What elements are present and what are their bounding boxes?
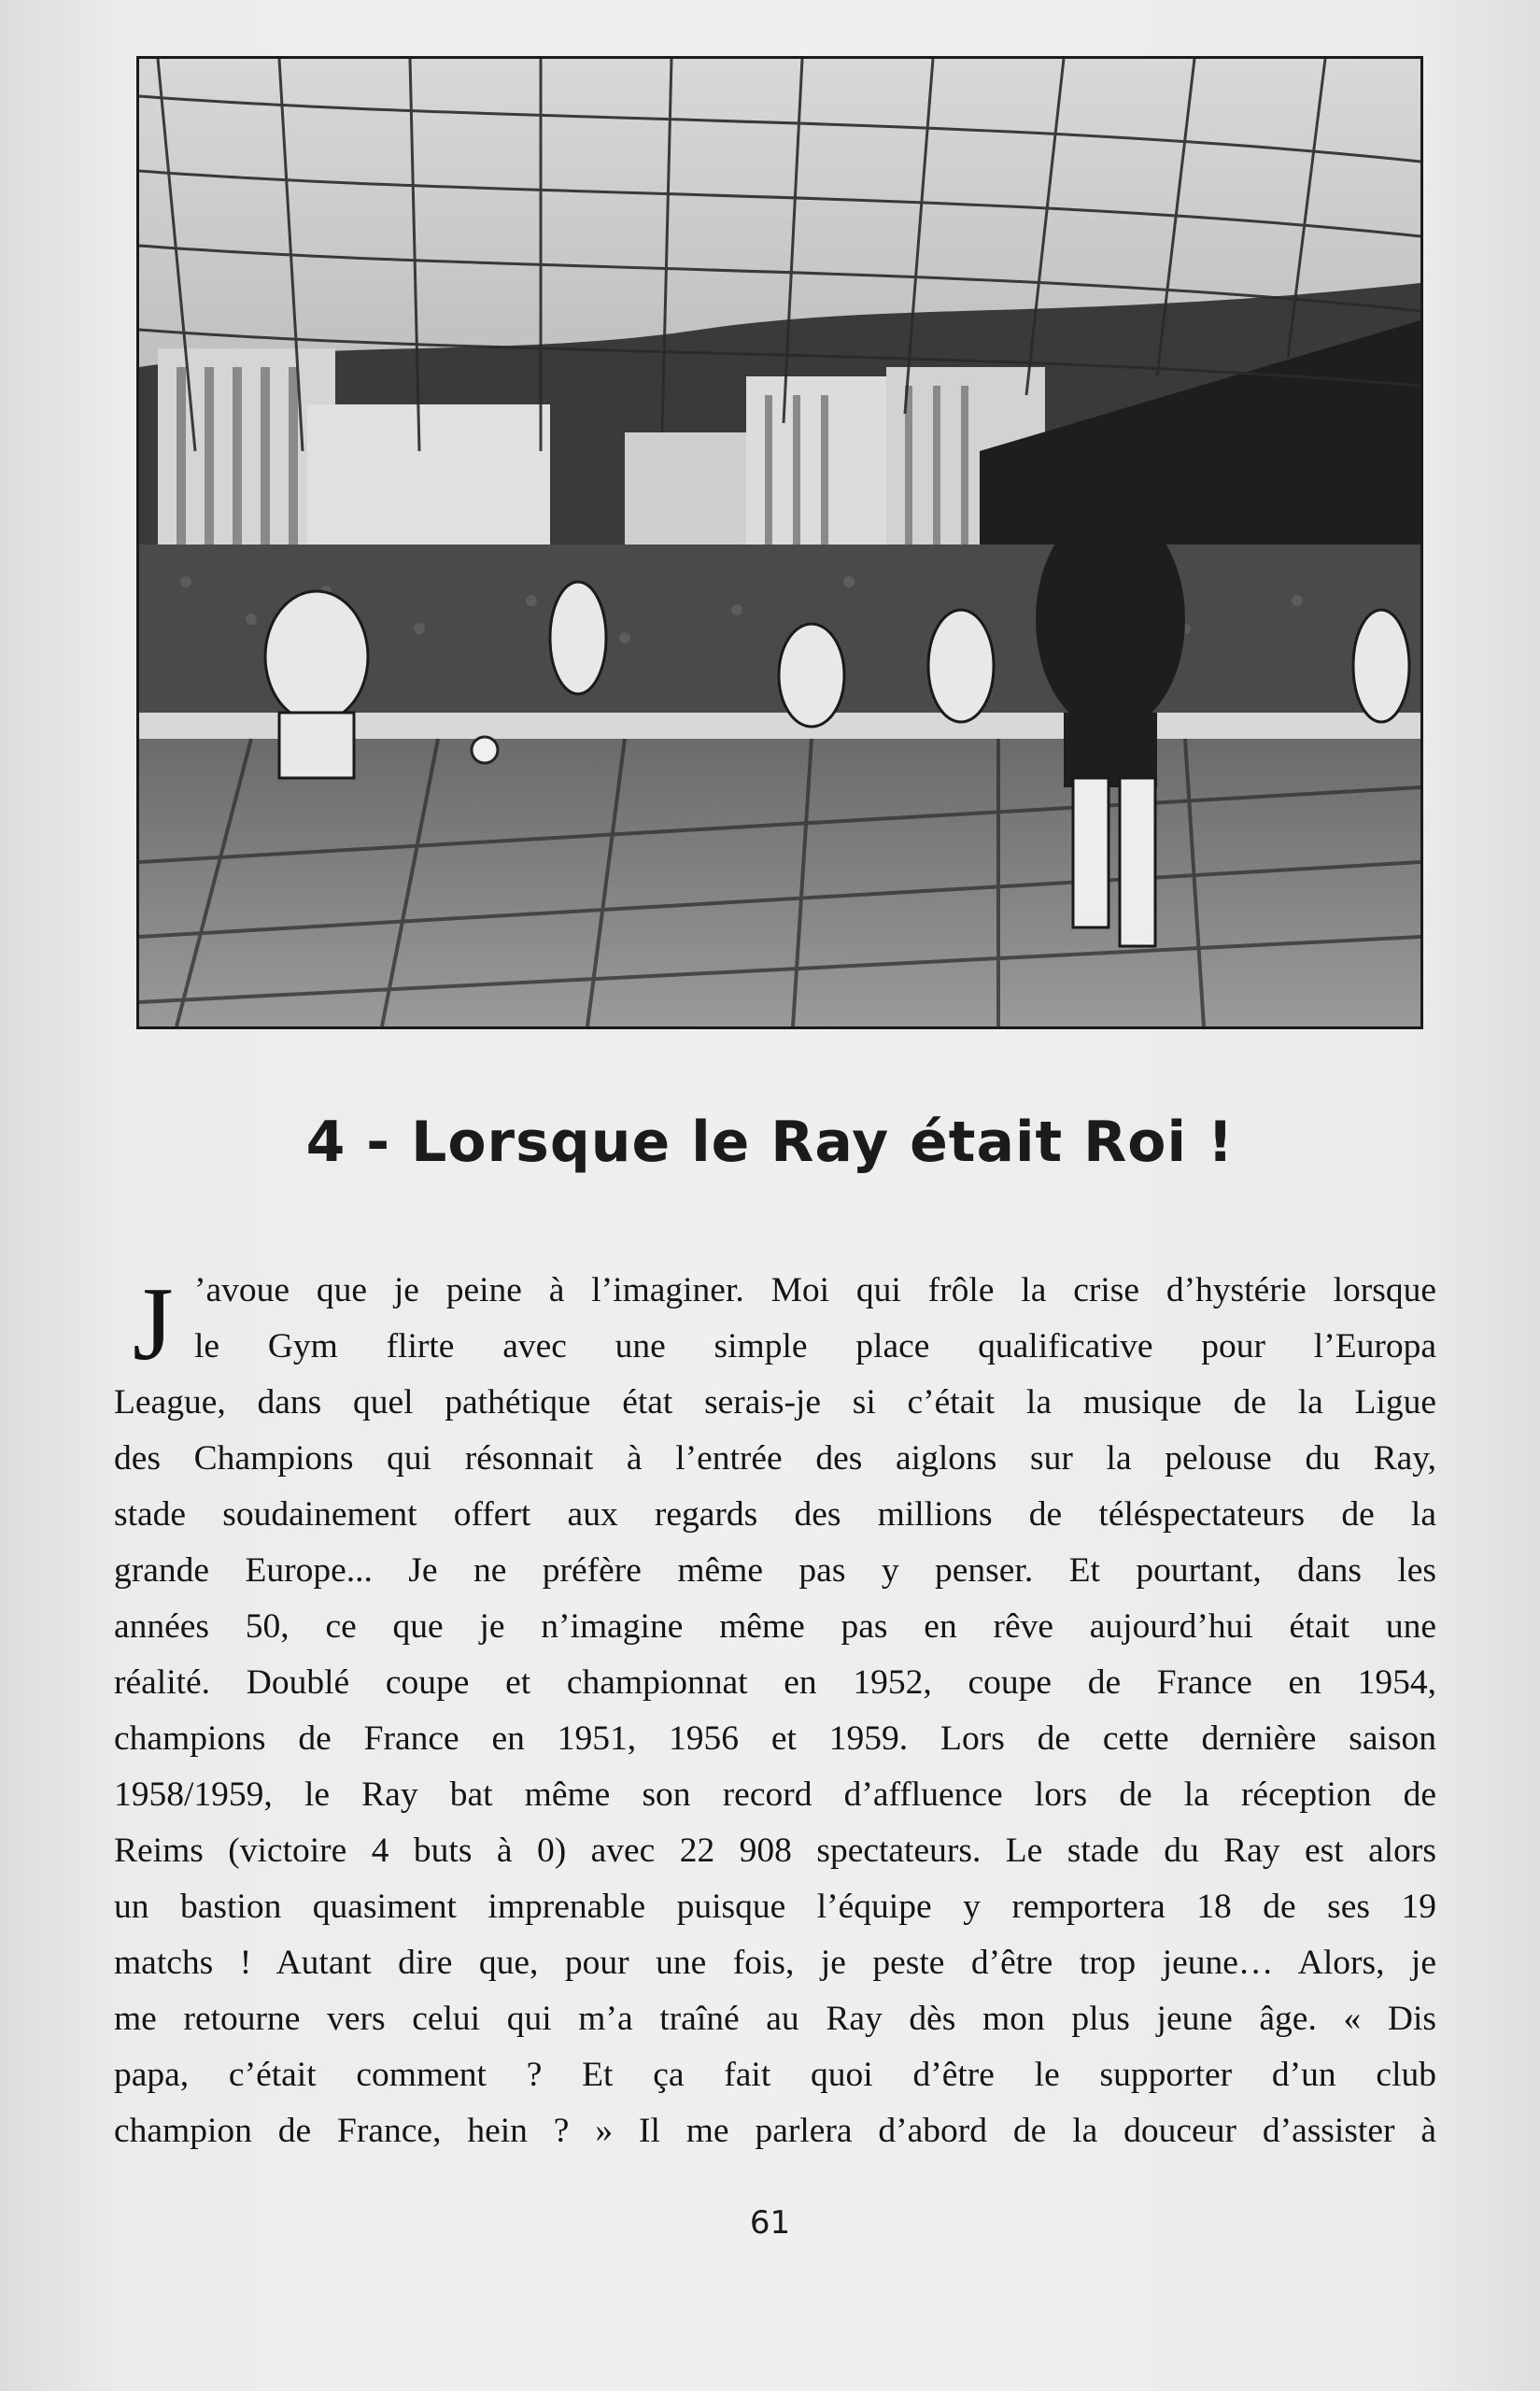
body-line: des Champions qui résonnait à l’entrée des aiglons sur la pelouse du Ray,: [114, 1439, 1436, 1478]
page-number: 61: [749, 2204, 791, 2242]
body-line: stade soudainement offert aux regards des millions de téléspectateurs de la: [114, 1495, 1436, 1534]
body-line: grande Europe... Je ne préfère même pas y penser. Et pourtant, dans les: [114, 1551, 1436, 1590]
match-photograph: [136, 56, 1423, 1029]
body-line: matchs ! Autant dire que, pour une fois, je peste d’être trop jeune… Alors, je: [114, 1944, 1436, 1982]
football-match-photo-icon: [139, 59, 1420, 1026]
body-line: réalité. Doublé coupe et championnat en 1952, coupe de France en 1954,: [114, 1663, 1436, 1702]
body-line: Reims (victoire 4 buts à 0) avec 22 908 spectateurs. Le stade du Ray est alors: [114, 1832, 1436, 1870]
body-line: 1958/1959, le Ray bat même son record d’affluence lors de la réception de: [114, 1776, 1436, 1814]
body-line: un bastion quasiment imprenable puisque l’équipe y remportera 18 de ses 19: [114, 1888, 1436, 1926]
drop-cap: J: [133, 1266, 174, 1382]
body-line: champions de France en 1951, 1956 et 1959. Lors de cette dernière saison: [114, 1719, 1436, 1758]
body-line: League, dans quel pathétique état serais-je si c’était la musique de la Ligue: [114, 1383, 1436, 1422]
body-line: ’avoue que je peine à l’imaginer. Moi qui frôle la crise d’hystérie lorsque: [194, 1271, 1436, 1309]
body-line: le Gym flirte avec une simple place qualificative pour l’Europa: [194, 1327, 1436, 1365]
chapter-title: 4 - Lorsque le Ray était Roi !: [305, 1110, 1235, 1175]
body-line: papa, c’était comment ? Et ça fait quoi d’être le supporter d’un club: [114, 2056, 1436, 2094]
body-line: années 50, ce que je n’imagine même pas en rêve aujourd’hui était une: [114, 1607, 1436, 1646]
body-line: champion de France, hein ? » Il me parlera d’abord de la douceur d’assister à: [114, 2112, 1436, 2150]
body-line: me retourne vers celui qui m’a traîné au Ray dès mon plus jeune âge. « Dis: [114, 2000, 1436, 2038]
chapter-body: [114, 1263, 1436, 2159]
